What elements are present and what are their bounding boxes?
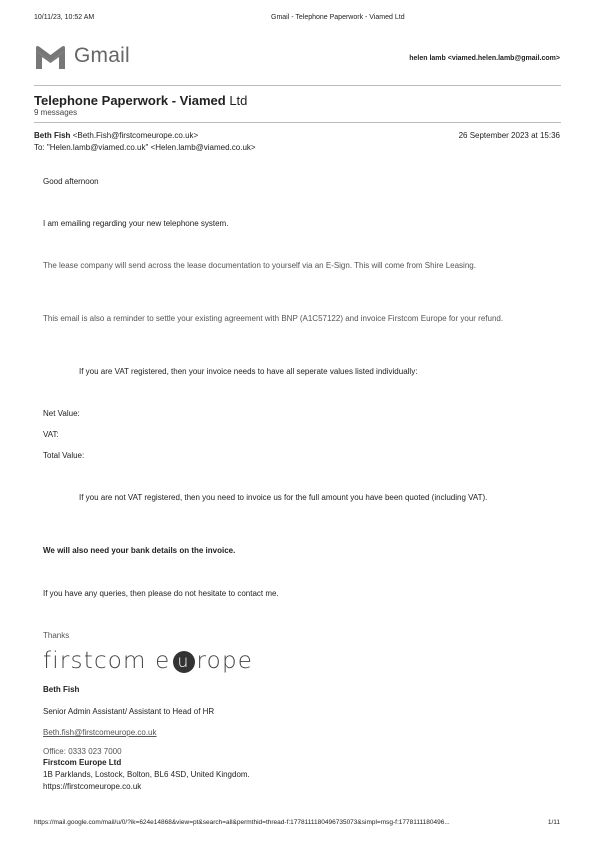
net-value-label: Net Value:: [43, 409, 80, 418]
print-datetime: 10/11/23, 10:52 AM: [34, 14, 95, 21]
subject-suffix: Ltd: [229, 93, 248, 108]
logo-text-start: firstcom e: [43, 648, 171, 674]
vat-label: VAT:: [43, 430, 59, 439]
signature-email-link[interactable]: Beth.fish@firstcomeurope.co.uk: [43, 728, 157, 737]
page-number: 1/11: [547, 819, 560, 826]
logo-text-end: rope: [196, 648, 254, 674]
thanks: Thanks: [43, 631, 70, 640]
divider: [34, 85, 561, 86]
queries-note: If you have any queries, then please do not hesitate to contact me.: [43, 589, 279, 598]
message-count: 9 messages: [34, 108, 78, 117]
sender-email[interactable]: <Beth.Fish@firstcomeurope.co.uk>: [72, 131, 199, 140]
body-paragraph: This email is also a reminder to settle your existing agreement with BNP (A1C57122) and invoice Firstcom Europe for your refund.: [43, 314, 504, 323]
sender-name: Beth Fish: [34, 131, 71, 140]
firstcom-europe-logo: [43, 648, 253, 674]
message-from: [34, 131, 198, 140]
gmail-logo-icon[interactable]: [34, 45, 67, 69]
print-title: Gmail - Telephone Paperwork - Viamed Ltd: [271, 14, 405, 21]
body-paragraph: I am emailing regarding your new telephone system.: [43, 219, 229, 228]
signature-name: Beth Fish: [43, 685, 80, 694]
thread-subject: [34, 93, 247, 108]
account-label: helen lamb <viamed.helen.lamb@gmail.com>: [409, 55, 560, 62]
total-value-label: Total Value:: [43, 451, 85, 460]
signature-website-link[interactable]: https://firstcomeurope.co.uk: [43, 782, 142, 791]
signature-office-phone: Office: 0333 023 7000: [43, 747, 122, 756]
greeting: Good afternoon: [43, 177, 99, 186]
bank-details-note: We will also need your bank details on the invoice.: [43, 546, 236, 555]
divider: [34, 122, 561, 123]
message-date: 26 September 2023 at 15:36: [458, 131, 560, 140]
signature-address: 1B Parklands, Lostock, Bolton, BL6 4SD, United Kingdom.: [43, 770, 250, 779]
print-url: https://mail.google.com/mail/u/0/?ik=624e14868&view=pt&search=all&permthid=thread-f:1778111180496735073&simpl=msg-f:1778111180496...: [34, 819, 450, 826]
signature-role: Senior Admin Assistant/ Assistant to Head of HR: [43, 707, 215, 716]
logo-u-circle-icon: u: [173, 651, 195, 673]
signature-company: Firstcom Europe Ltd: [43, 758, 122, 767]
body-paragraph: The lease company will send across the lease documentation to yourself via an E-Sign. This will come from Shire Leasing.: [43, 261, 476, 270]
non-vat-note: If you are not VAT registered, then you need to invoice us for the full amount you have been quoted (including VAT).: [79, 493, 488, 502]
message-to: To: "Helen.lamb@viamed.co.uk" <Helen.lamb@viamed.co.uk>: [34, 143, 256, 152]
gmail-wordmark: Gmail: [74, 44, 130, 67]
subject-main: Telephone Paperwork - Viamed: [34, 93, 226, 108]
vat-note: If you are VAT registered, then your invoice needs to have all seperate values listed individually:: [79, 367, 418, 376]
